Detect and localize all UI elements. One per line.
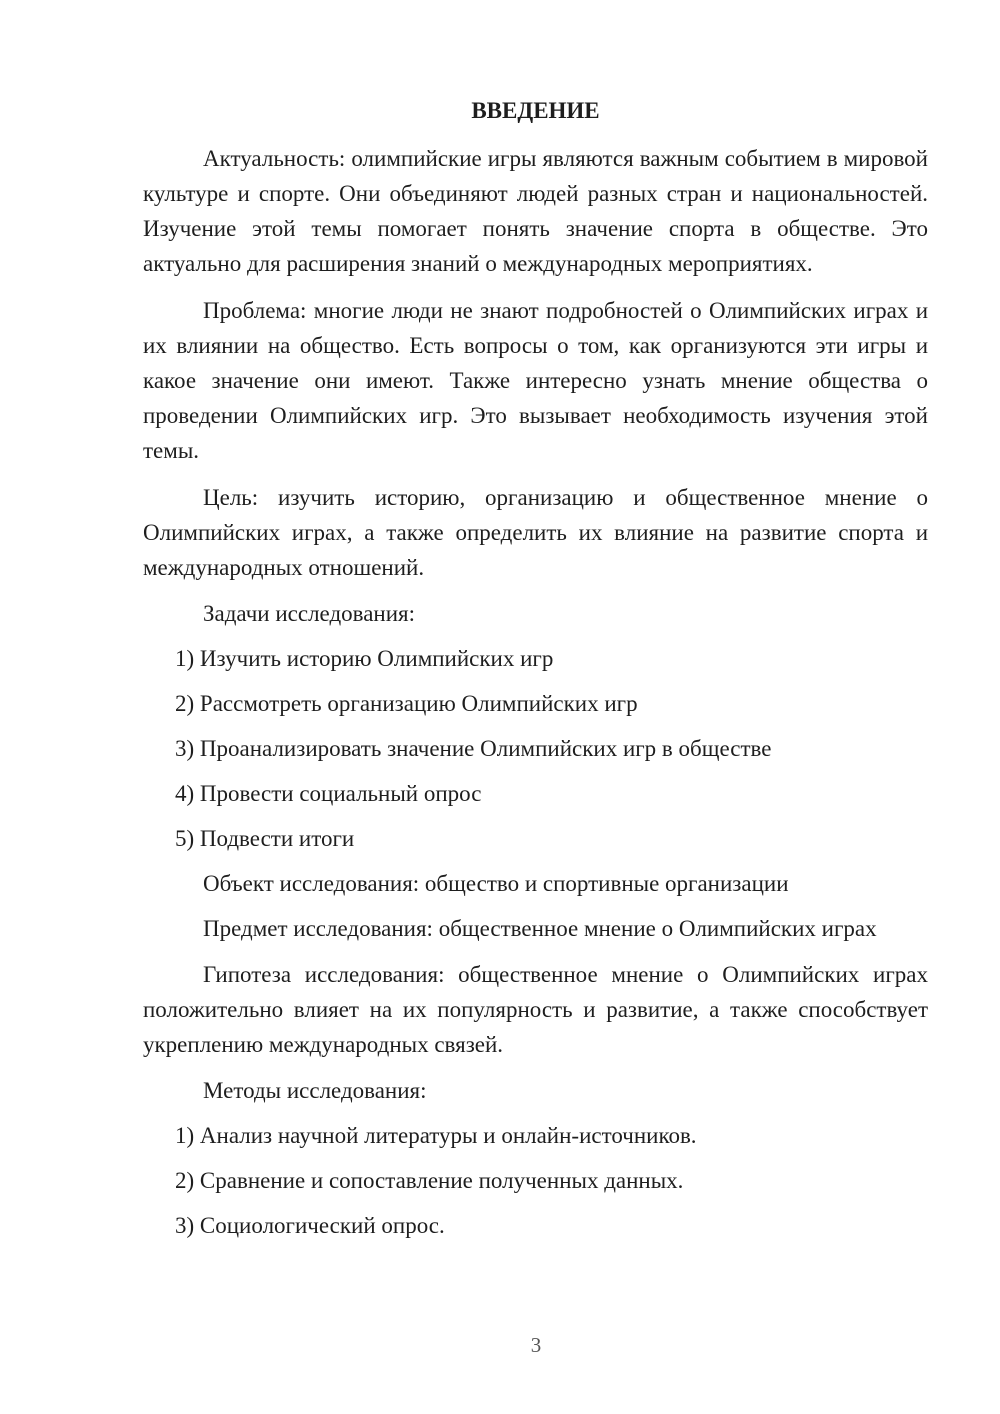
problem-paragraph: Проблема: многие люди не знают подробностей о Олимпийских играх и их влиянии на общество. Есть вопросы о том, как организуются эти игры и какое значение они имеют. Также интересно узнать мнение общества о проведении Олимпийских игр. Это вызывает необходимость изучения этой темы. bbox=[143, 298, 928, 463]
list-item: 3) Социологический опрос. bbox=[175, 1213, 445, 1238]
tasks-list bbox=[143, 642, 928, 856]
page-number: 3 bbox=[530, 1333, 542, 1357]
hypothesis-paragraph: Гипотеза исследования: общественное мнение о Олимпийских играх положительно влияет на их популярность и развитие, а также способствует укреплению международных связей. bbox=[143, 962, 928, 1057]
page-content bbox=[143, 94, 928, 1254]
subject-paragraph: Предмет исследования: общественное мнение о Олимпийских играх bbox=[203, 916, 877, 941]
goal-paragraph: Цель: изучить историю, организацию и общественное мнение о Олимпийских играх, а также определить их влияние на развитие спорта и международных отношений. bbox=[143, 485, 928, 580]
list-item: 1) Изучить историю Олимпийских игр bbox=[175, 646, 554, 671]
methods-heading: Методы исследования: bbox=[203, 1078, 427, 1103]
list-item: 2) Рассмотреть организацию Олимпийских игр bbox=[175, 691, 638, 716]
tasks-heading: Задачи исследования: bbox=[203, 601, 416, 626]
list-item: 1) Анализ научной литературы и онлайн-источников. bbox=[175, 1123, 697, 1148]
list-item: 2) Сравнение и сопоставление полученных данных. bbox=[175, 1168, 684, 1193]
methods-list bbox=[143, 1119, 928, 1243]
list-item: 5) Подвести итоги bbox=[175, 826, 355, 851]
object-paragraph: Объект исследования: общество и спортивные организации bbox=[203, 871, 789, 896]
page-title: ВВЕДЕНИЕ bbox=[471, 98, 600, 123]
list-item: 4) Провести социальный опрос bbox=[175, 781, 482, 806]
relevance-paragraph: Актуальность: олимпийские игры являются важным событием в мировой культуре и спорте. Они объединяют людей разных стран и национальностей. Изучение этой темы помогает понять значение спорта в обществе. Это актуально для расширения знаний о международных мероприятиях. bbox=[143, 146, 928, 276]
list-item: 3) Проанализировать значение Олимпийских игр в обществе bbox=[175, 736, 772, 761]
